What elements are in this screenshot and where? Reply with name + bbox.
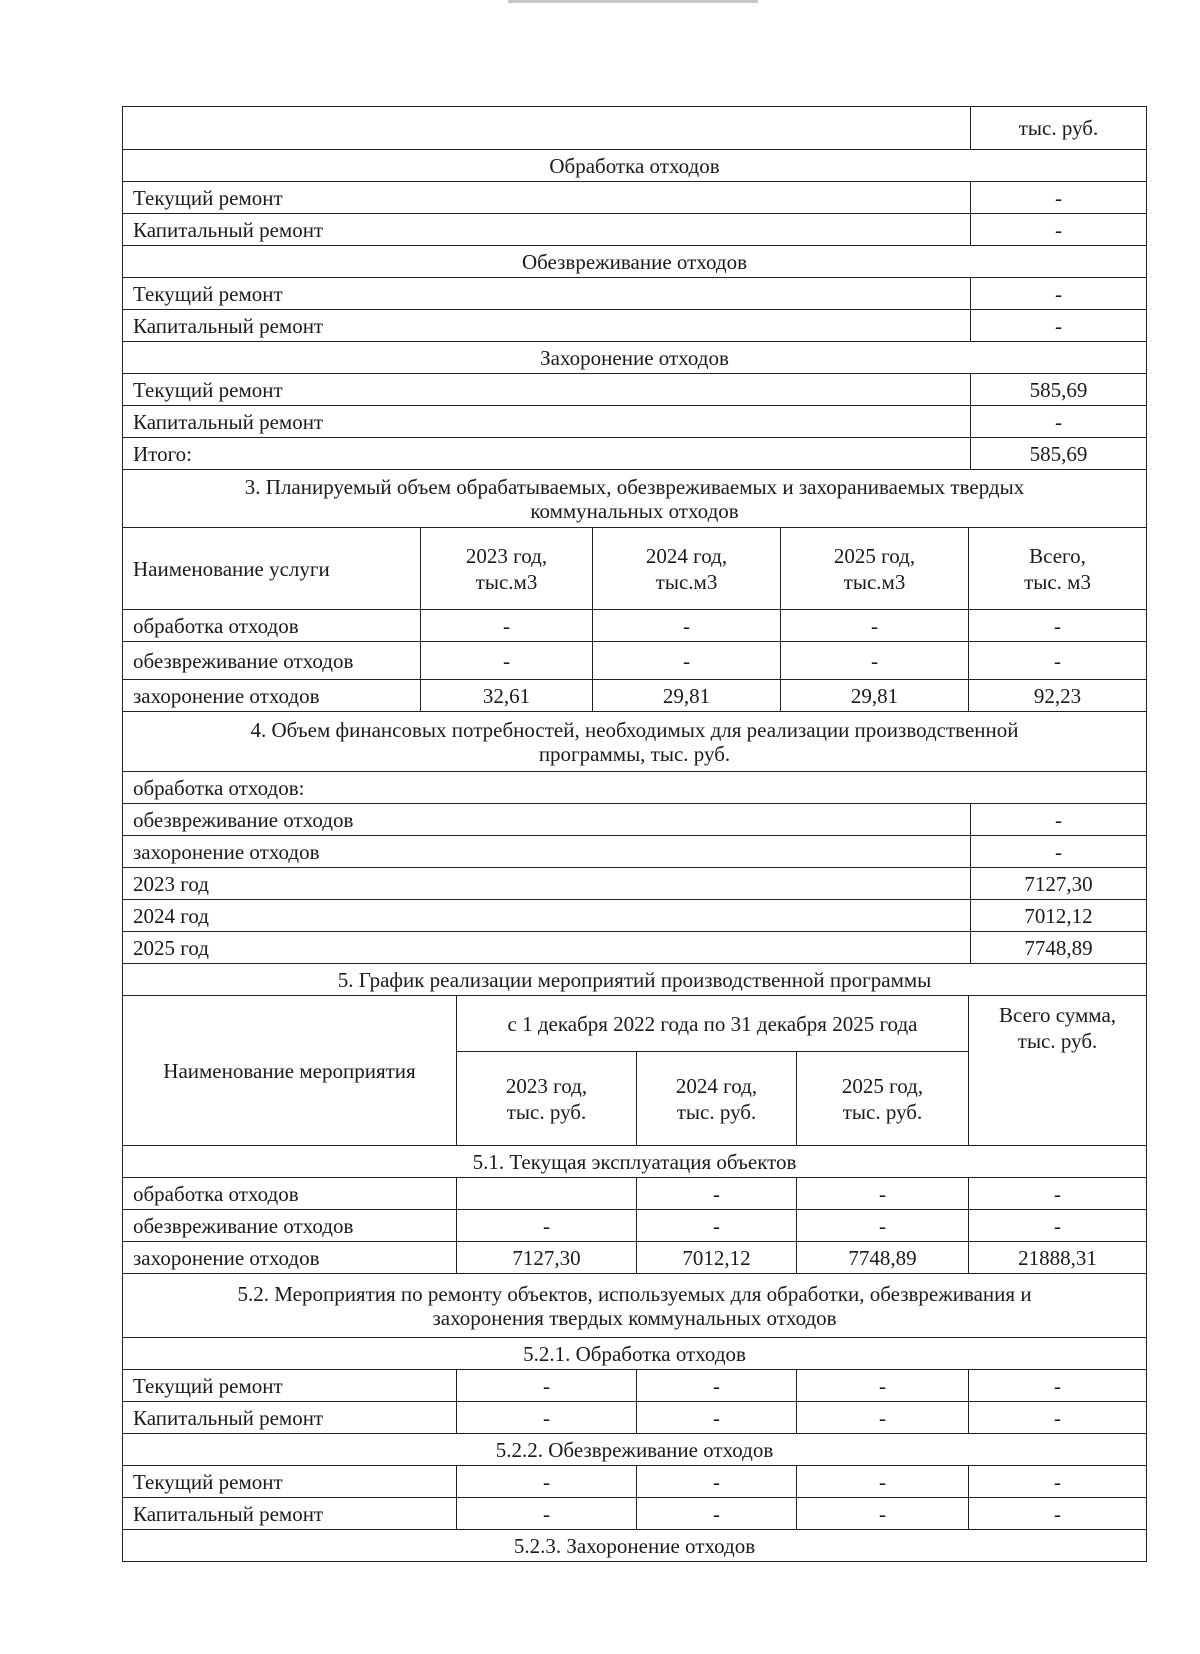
section-4-title: 4. Объем финансовых потребностей, необходимых для реализации производственной программы, тыс. руб. [123, 712, 1147, 772]
table-row: Капитальный ремонт - [123, 310, 1147, 342]
col-header-total: Всего, тыс. м3 [969, 528, 1147, 610]
scan-top-mark [508, 0, 758, 3]
table-row: Капитальный ремонт - - - - [123, 1402, 1147, 1434]
table-row: 2023 год 7127,30 [123, 868, 1147, 900]
table-row: захоронение отходов - [123, 836, 1147, 868]
total-row: Итого: 585,69 [123, 438, 1147, 470]
table-row: 2025 год 7748,89 [123, 932, 1147, 964]
group-title: Захоронение отходов [123, 342, 1147, 374]
col-header-2025: 2025 год, тыс. руб. [797, 1052, 969, 1146]
table-row: обезвреживание отходов - - - - [123, 642, 1147, 680]
table-row: Текущий ремонт 585,69 [123, 374, 1147, 406]
col-header-name: Наименование услуги [123, 528, 421, 610]
planned-volume-table [122, 469, 1147, 712]
repair-costs-table [122, 106, 1147, 470]
col-header-2023: 2023 год, тыс. руб. [457, 1052, 637, 1146]
table-row: Текущий ремонт - - - - [123, 1370, 1147, 1402]
subsection-5-1-title: 5.1. Текущая эксплуатация объектов [123, 1146, 1147, 1178]
schedule-table [122, 963, 1147, 1562]
table-row: Текущий ремонт - - - - [123, 1466, 1147, 1498]
table-row: обработка отходов - - - - [123, 610, 1147, 642]
subsection-5-2-title: 5.2. Мероприятия по ремонту объектов, используемых для обработки, обезвреживания и захоронения твердых коммунальных отходов [123, 1274, 1147, 1338]
table-row: обезвреживание отходов - - - - [123, 1210, 1147, 1242]
col-header-2024: 2024 год, тыс.м3 [593, 528, 781, 610]
col-header-2024: 2024 год, тыс. руб. [637, 1052, 797, 1146]
blank-header-cell [123, 107, 971, 150]
table-row: Капитальный ремонт - - - - [123, 1498, 1147, 1530]
group-title: Обезвреживание отходов [123, 246, 1147, 278]
table-row: Капитальный ремонт - [123, 406, 1147, 438]
group-title: Обработка отходов [123, 150, 1147, 182]
col-header-2023: 2023 год, тыс.м3 [421, 528, 593, 610]
unit-header: тыс. руб. [971, 107, 1147, 150]
col-header-2025: 2025 год, тыс.м3 [781, 528, 969, 610]
table-row: Текущий ремонт - [123, 278, 1147, 310]
table-row: Капитальный ремонт - [123, 214, 1147, 246]
group-title: 5.2.1. Обработка отходов [123, 1338, 1147, 1370]
table-row: Текущий ремонт - [123, 182, 1147, 214]
table-row: обработка отходов - - - [123, 1178, 1147, 1210]
col-header-total: Всего сумма, тыс. руб. [969, 996, 1147, 1146]
section-5-title: 5. График реализации мероприятий производственной программы [123, 964, 1147, 996]
table-row: обработка отходов: [123, 772, 1147, 804]
col-header-period: с 1 декабря 2022 года по 31 декабря 2025 года [457, 996, 969, 1052]
table-row: захоронение отходов 32,61 29,81 29,81 92,23 [123, 680, 1147, 712]
table-row: обезвреживание отходов - [123, 804, 1147, 836]
group-title: 5.2.3. Захоронение отходов [123, 1530, 1147, 1562]
group-title: 5.2.2. Обезвреживание отходов [123, 1434, 1147, 1466]
financial-needs-table [122, 711, 1147, 964]
table-row: 2024 год 7012,12 [123, 900, 1147, 932]
col-header-event: Наименование мероприятия [123, 996, 457, 1146]
table-row: захоронение отходов 7127,30 7012,12 7748,89 21888,31 [123, 1242, 1147, 1274]
section-3-title: 3. Планируемый объем обрабатываемых, обезвреживаемых и захораниваемых твердых коммунальных отходов [123, 470, 1147, 528]
